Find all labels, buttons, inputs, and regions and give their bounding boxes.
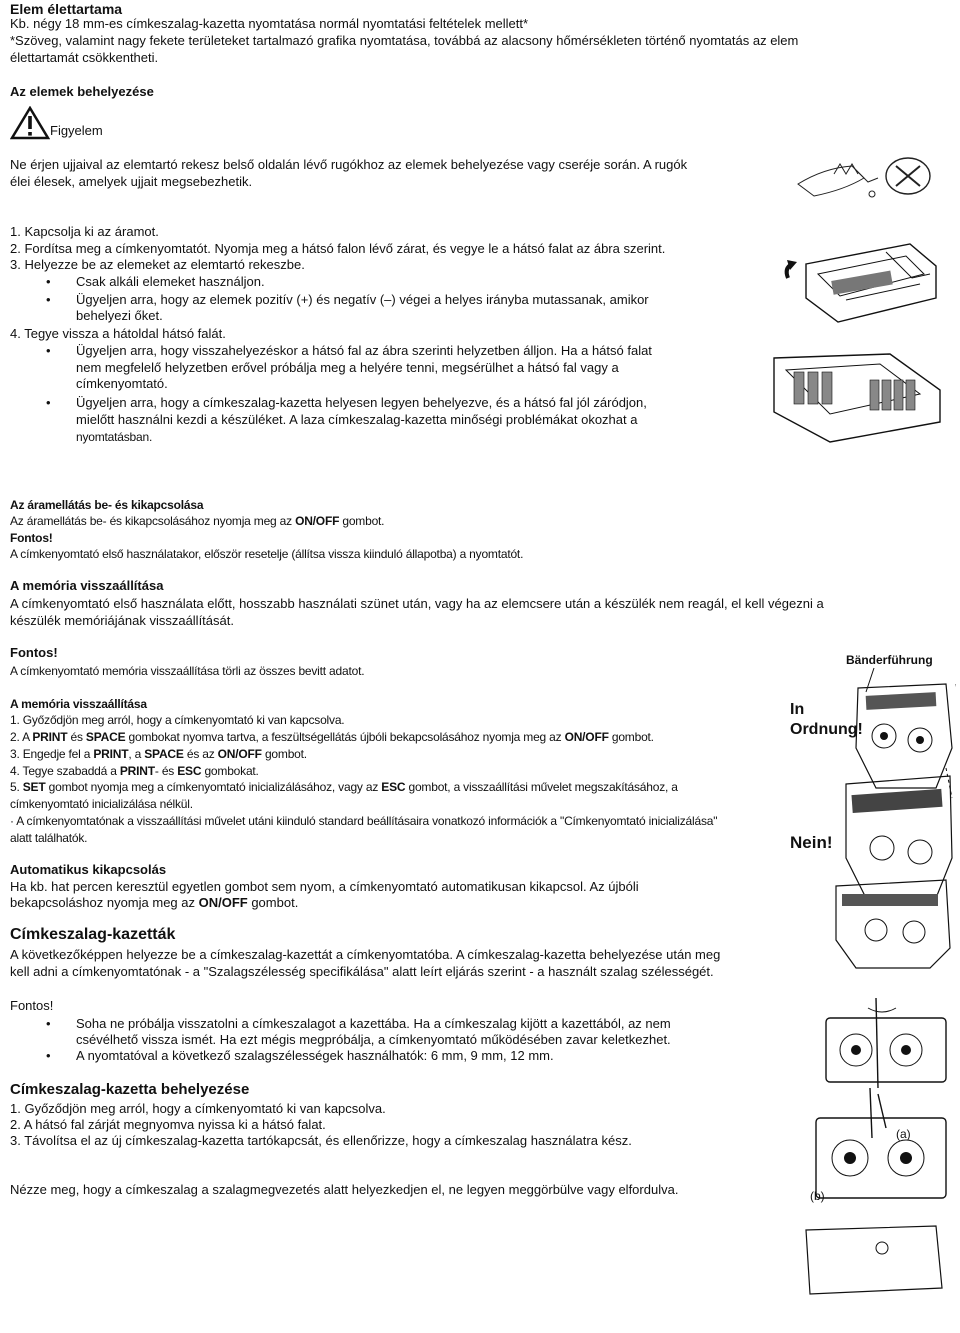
tape-guide-illustration [786, 648, 956, 1298]
memory-step4: 4. Tegye szabaddá a PRINT- és ESC gombokat. [10, 764, 259, 778]
memory-reset-line2: készülék memóriájának visszaállítását. [10, 613, 234, 628]
cassette-insert-step1: 1. Győződjön meg arról, hogy a címkenyomtató ki van kapcsolva. [10, 1101, 386, 1116]
battery-life-title: Elem élettartama [10, 1, 123, 17]
tape-guide-label: Bänderführung [846, 653, 933, 667]
label-b: (b) [810, 1189, 825, 1203]
cassettes-line1: A következőképpen helyezze be a címkeszalag-kazettát a címkenyomtatóba. A címkeszalag-kazetta behelyezése után meg [10, 947, 721, 962]
bullet-refit: • Ügyeljen arra, hogy visszahelyezéskor a hátsó fal az ábra szerinti helyzetben álljon. Ha a hátsó falat [76, 343, 652, 359]
bullet-cassette-l2: mielőtt használni kezdi a készüléket. A laza címkeszalag-kazetta minőségi problémákat okozhat a [76, 412, 638, 427]
power-important-text: A címkenyomtató első használatakor, először resetelje (állítsa vissza kiinduló állapotba) a nyomtatót. [10, 547, 524, 561]
no-label: Nein! [790, 833, 833, 852]
warning-label: Figyelem [50, 123, 103, 138]
bullet-alkaline: • Csak alkáli elemeket használjon. [76, 274, 265, 290]
cassette-insert-step2: 2. A hátsó fal zárját megnyomva nyissa ki a hátsó falat. [10, 1117, 326, 1132]
cassettes-important: Fontos! [10, 998, 54, 1013]
power-line: Az áramellátás be- és kikapcsolásához nyomja meg az ON/OFF gombot. [10, 514, 385, 528]
in-order-label-2: Ordnung! [790, 721, 863, 738]
cassette-insert-heading: Címkeszalag-kazetta behelyezése [10, 1081, 250, 1098]
bullet-refit-l3: címkenyomtató. [76, 376, 168, 391]
memory-step5-l2: címkenyomtató inicializálása nélkül. [10, 797, 193, 811]
cassette-bullet-rewind: • Soha ne próbálja visszatolni a címkeszalagot a kazettába. Ha a címkeszalag kijött a kazettából, az nem [76, 1016, 671, 1032]
bullet-polarity: • Ügyeljen arra, hogy az elemek pozitív (+) és negatív (–) végei a helyes irányba mutassanak, amikor [76, 292, 649, 308]
warning-icon [10, 106, 50, 140]
bullet-polarity-l2: behelyezi őket. [76, 308, 163, 323]
bullet-refit-l2: nem megfelelő helyzetben erővel próbálja meg a helyére tenni, megsérülhet a hátsó fal vagy a [76, 360, 619, 375]
battery-life-line2: *Szöveg, valamint nagy fekete területeket tartalmazó grafika nyomtatása, továbbá az alacsony hőmérsékleten történő nyomtatás az elem [10, 33, 799, 48]
step1: 1. Kapcsolja ki az áramot. [10, 224, 159, 239]
cassette-insert-note: Nézze meg, hogy a címkeszalag a szalagmegvezetés alatt helyezkedjen el, ne legyen meggörbülve vagy elfordulva. [10, 1182, 679, 1197]
cassette-insert-step3: 3. Távolítsa el az új címkeszalag-kazetta tartókapcsát, és ellenőrizze, hogy a címkeszalag használatra kész. [10, 1133, 632, 1148]
warning-line2: élei élesek, amelyek ujjait megsebezhetik. [10, 174, 253, 189]
battery-compartment-illustration [770, 350, 946, 446]
memory-note-l2: alatt találhatók. [10, 831, 88, 845]
cassette-bullet-rewind-l2: csévélhető vissza ismét. Ha ezt mégis megpróbálja, a címkenyomtató működésében zavar keletkezhet. [76, 1032, 671, 1047]
cassettes-line2: kell adni a címkenyomtatónak - a "Szalagszélesség specifikálása" alatt leírt eljárás szerint - a használt szalag szélességét. [10, 964, 714, 979]
step4: 4. Tegye vissza a hátoldal hátsó falát. [10, 326, 226, 341]
memory-important: Fontos! [10, 645, 58, 660]
memory-step5: 5. SET gombot nyomja meg a címkenyomtató inicializálásához, vagy az ESC gombot, a visszaállítási művelet megszakításához, a [10, 780, 678, 794]
spring-warning-illustration [794, 148, 942, 202]
step3: 3. Helyezze be az elemeket az elemtartó rekeszbe. [10, 257, 305, 272]
memory-reset-line1: A címkenyomtató első használata előtt, hosszabb használati szünet után, vagy ha az elemcsere után a készülék nem reagál, el kell végezni a [10, 596, 824, 611]
bullet-cassette: • Ügyeljen arra, hogy a címkeszalag-kazetta helyesen legyen behelyezve, és a hátsó fal jól záródjon, [76, 395, 647, 411]
in-order-label-1: In [790, 701, 805, 718]
warning-line1: Ne érjen ujjaival az elemtartó rekesz belső oldalán lévő rugókhoz az elemek behelyezése vagy cseréje során. A rugók [10, 157, 688, 172]
auto-off-line2: bekapcsoláshoz nyomja meg az ON/OFF gombot. [10, 895, 299, 910]
memory-reset-heading: A memória visszaállítása [10, 578, 164, 593]
auto-off-heading: Automatikus kikapcsolás [10, 862, 167, 877]
memory-step1: 1. Győződjön meg arról, hogy a címkenyomtató ki van kapcsolva. [10, 713, 345, 727]
auto-off-line1: Ha kb. hat percen keresztül egyetlen gombot sem nyom, a címkenyomtató automatikusan kikapcsol. Az újbóli [10, 879, 639, 894]
bullet-cassette-l3: nyomtatásban. [76, 430, 153, 444]
memory-note-l1: · A címkenyomtatónak a visszaállítási művelet utáni kiinduló standard beállításaira vonatkozó információk a "Címkenyomtató inicializálása" [10, 814, 718, 828]
memory-sub-heading: A memória visszaállítása [10, 697, 147, 711]
back-cover-removal-illustration [760, 238, 946, 338]
power-important: Fontos! [10, 531, 53, 545]
step2: 2. Fordítsa meg a címkenyomtatót. Nyomja meg a hátsó falon lévő zárat, és vegye le a hátsó falat az ábra szerint. [10, 241, 666, 256]
cassettes-heading: Címkeszalag-kazetták [10, 926, 176, 943]
memory-step2: 2. A PRINT és SPACE gombokat nyomva tartva, a feszültségellátás újbóli bekapcsolásához nyomja meg az ON/OFF gombot. [10, 730, 654, 744]
insert-batteries-heading: Az elemek behelyezése [10, 84, 154, 99]
battery-life-line3: élettartamát csökkentheti. [10, 50, 159, 65]
cassette-bullet-widths: • A nyomtatóval a következő szalagszélességek használhatók: 6 mm, 9 mm, 12 mm. [76, 1048, 554, 1064]
memory-step3: 3. Engedje fel a PRINT, a SPACE és az ON/OFF gombot. [10, 747, 307, 761]
memory-important-text: A címkenyomtató memória visszaállítása törli az összes bevitt adatot. [10, 664, 365, 678]
battery-life-line1: Kb. négy 18 mm-es címkeszalag-kazetta nyomtatása normál nyomtatási feltételek mellett* [10, 16, 529, 31]
power-heading: Az áramellátás be- és kikapcsolása [10, 498, 204, 512]
label-a: (a) [896, 1127, 911, 1141]
